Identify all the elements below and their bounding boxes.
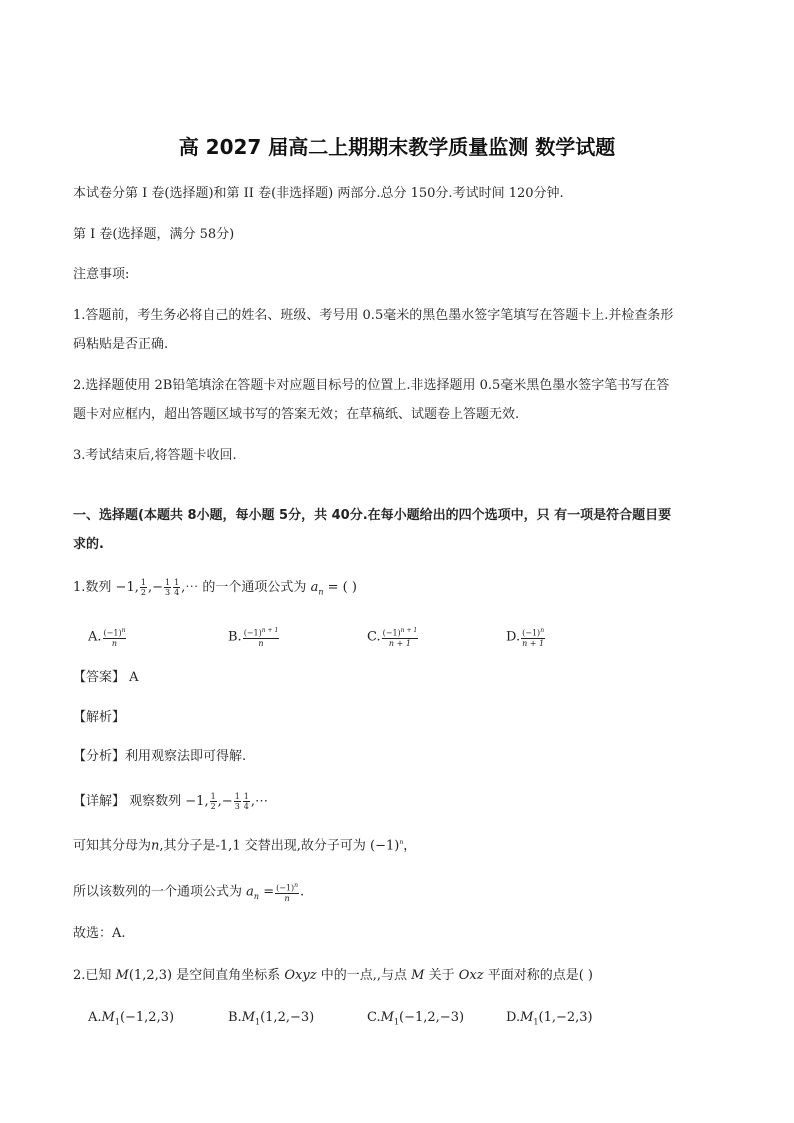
question-2-stem: 2.已知 M(1,2,3) 是空间直角坐标系 Oxyz 中的一点,,与点 M 关于 Oxz 平面对称的点是( )	[73, 968, 593, 983]
section-heading-a: 一、选择题(本题共 8小题，每小题 5分，共 40分.在每小题给出的四个选项中，只 有一项是符合题目要	[73, 508, 672, 523]
q1-prefix: 1.数列	[73, 580, 112, 595]
q2-option-b: $B.M_1(1,2,-3)$	[228, 1010, 315, 1027]
section-heading-b: 求的.	[73, 537, 104, 552]
q2-option-d: $D.M_1(1,-2,3)$	[506, 1010, 593, 1027]
q1-sep: ,−	[147, 580, 163, 595]
q1-frac-2: $\frac{1}{3}$	[164, 578, 171, 597]
page-title: 高 2027 届高二上期期末教学质量监测 数学试题	[178, 135, 616, 159]
q1-eq: = ( )	[323, 580, 357, 595]
intro-line-1: 本试卷分第 I 卷(选择题)和第 II 卷(非选择题) 两部分.总分 150分.考试时间 120分钟.	[73, 186, 564, 201]
notice-item-2a: 2.选择题使用 2B铅笔填涂在答题卡对应题目标号的位置上.非选择题用 0.5毫米黑色墨水签字笔书写在答	[73, 378, 670, 393]
q1-fenxi: 【分析】利用观察法即可得解.	[73, 749, 247, 764]
intro-line-2: 第 I 卷(选择题，满分 58分)	[73, 227, 235, 242]
q1-conclusion: 所以该数列的一个通项公式为 $a_n$ = $\frac{(-1)^n}{n}$ .	[73, 882, 305, 903]
q2-option-a: $A.M_1(-1,2,3)$	[88, 1010, 175, 1027]
q1-option-a: A. $\frac{(-1)^n}{n}$	[88, 627, 126, 648]
notice-item-3: 3.考试结束后,将答题卡收回.	[73, 448, 237, 463]
q1-analysis-heading: 【解析】	[73, 710, 126, 725]
q1-option-d: D. $\frac{(-1)^n}{n + 1}$	[506, 627, 545, 648]
q1-answer: 【答案】 A	[73, 670, 139, 685]
question-1-stem: 1.数列 −1, $\frac{1}{2}$ ,− $\frac{1}{3}$ $\frac{1}{4}$ ,⋯ 的一个通项公式为 $a_n$ = ( )	[73, 578, 357, 597]
notice-item-1b: 码粘贴是否正确.	[73, 337, 169, 352]
q1-an: a	[310, 580, 319, 595]
q1-tail: ,⋯ 的一个通项公式为	[181, 580, 307, 595]
notice-item-2b: 题卡对应框内，超出答题区域书写的答案无效；在草稿纸、试题卷上答题无效.	[73, 407, 520, 422]
q1-knowledge: 可知其分母为n,其分子是-1,1 交替出现,故分子可为 $(-1)^n$，	[73, 838, 417, 854]
q1-option-b: B. $\frac{(-1)^{n + 1}}{n}$	[228, 627, 279, 648]
q1-option-c: C. $\frac{(-1)^{n + 1}}{n + 1}$	[367, 627, 418, 648]
q1-choose: 故选：A.	[73, 926, 126, 941]
q1-detail: 【详解】 观察数列 −1, $\frac{1}{2}$ ,− $\frac{1}{3}$ $\frac{1}{4}$ ,⋯	[73, 792, 269, 811]
notice-item-1a: 1.答题前，考生务必将自己的姓名、班级、考号用 0.5毫米的黑色墨水签字笔填写在答题卡上.并检查条形	[73, 308, 674, 323]
q1-frac-3: $\frac{1}{4}$	[174, 578, 180, 597]
q2-option-c: $C.M_1(-1,2,-3)$	[367, 1010, 465, 1027]
notice-heading: 注意事项:	[73, 267, 130, 282]
q1-frac-1: $\frac{1}{2}$	[140, 578, 146, 597]
q1-seq-first: −1,	[115, 580, 139, 595]
